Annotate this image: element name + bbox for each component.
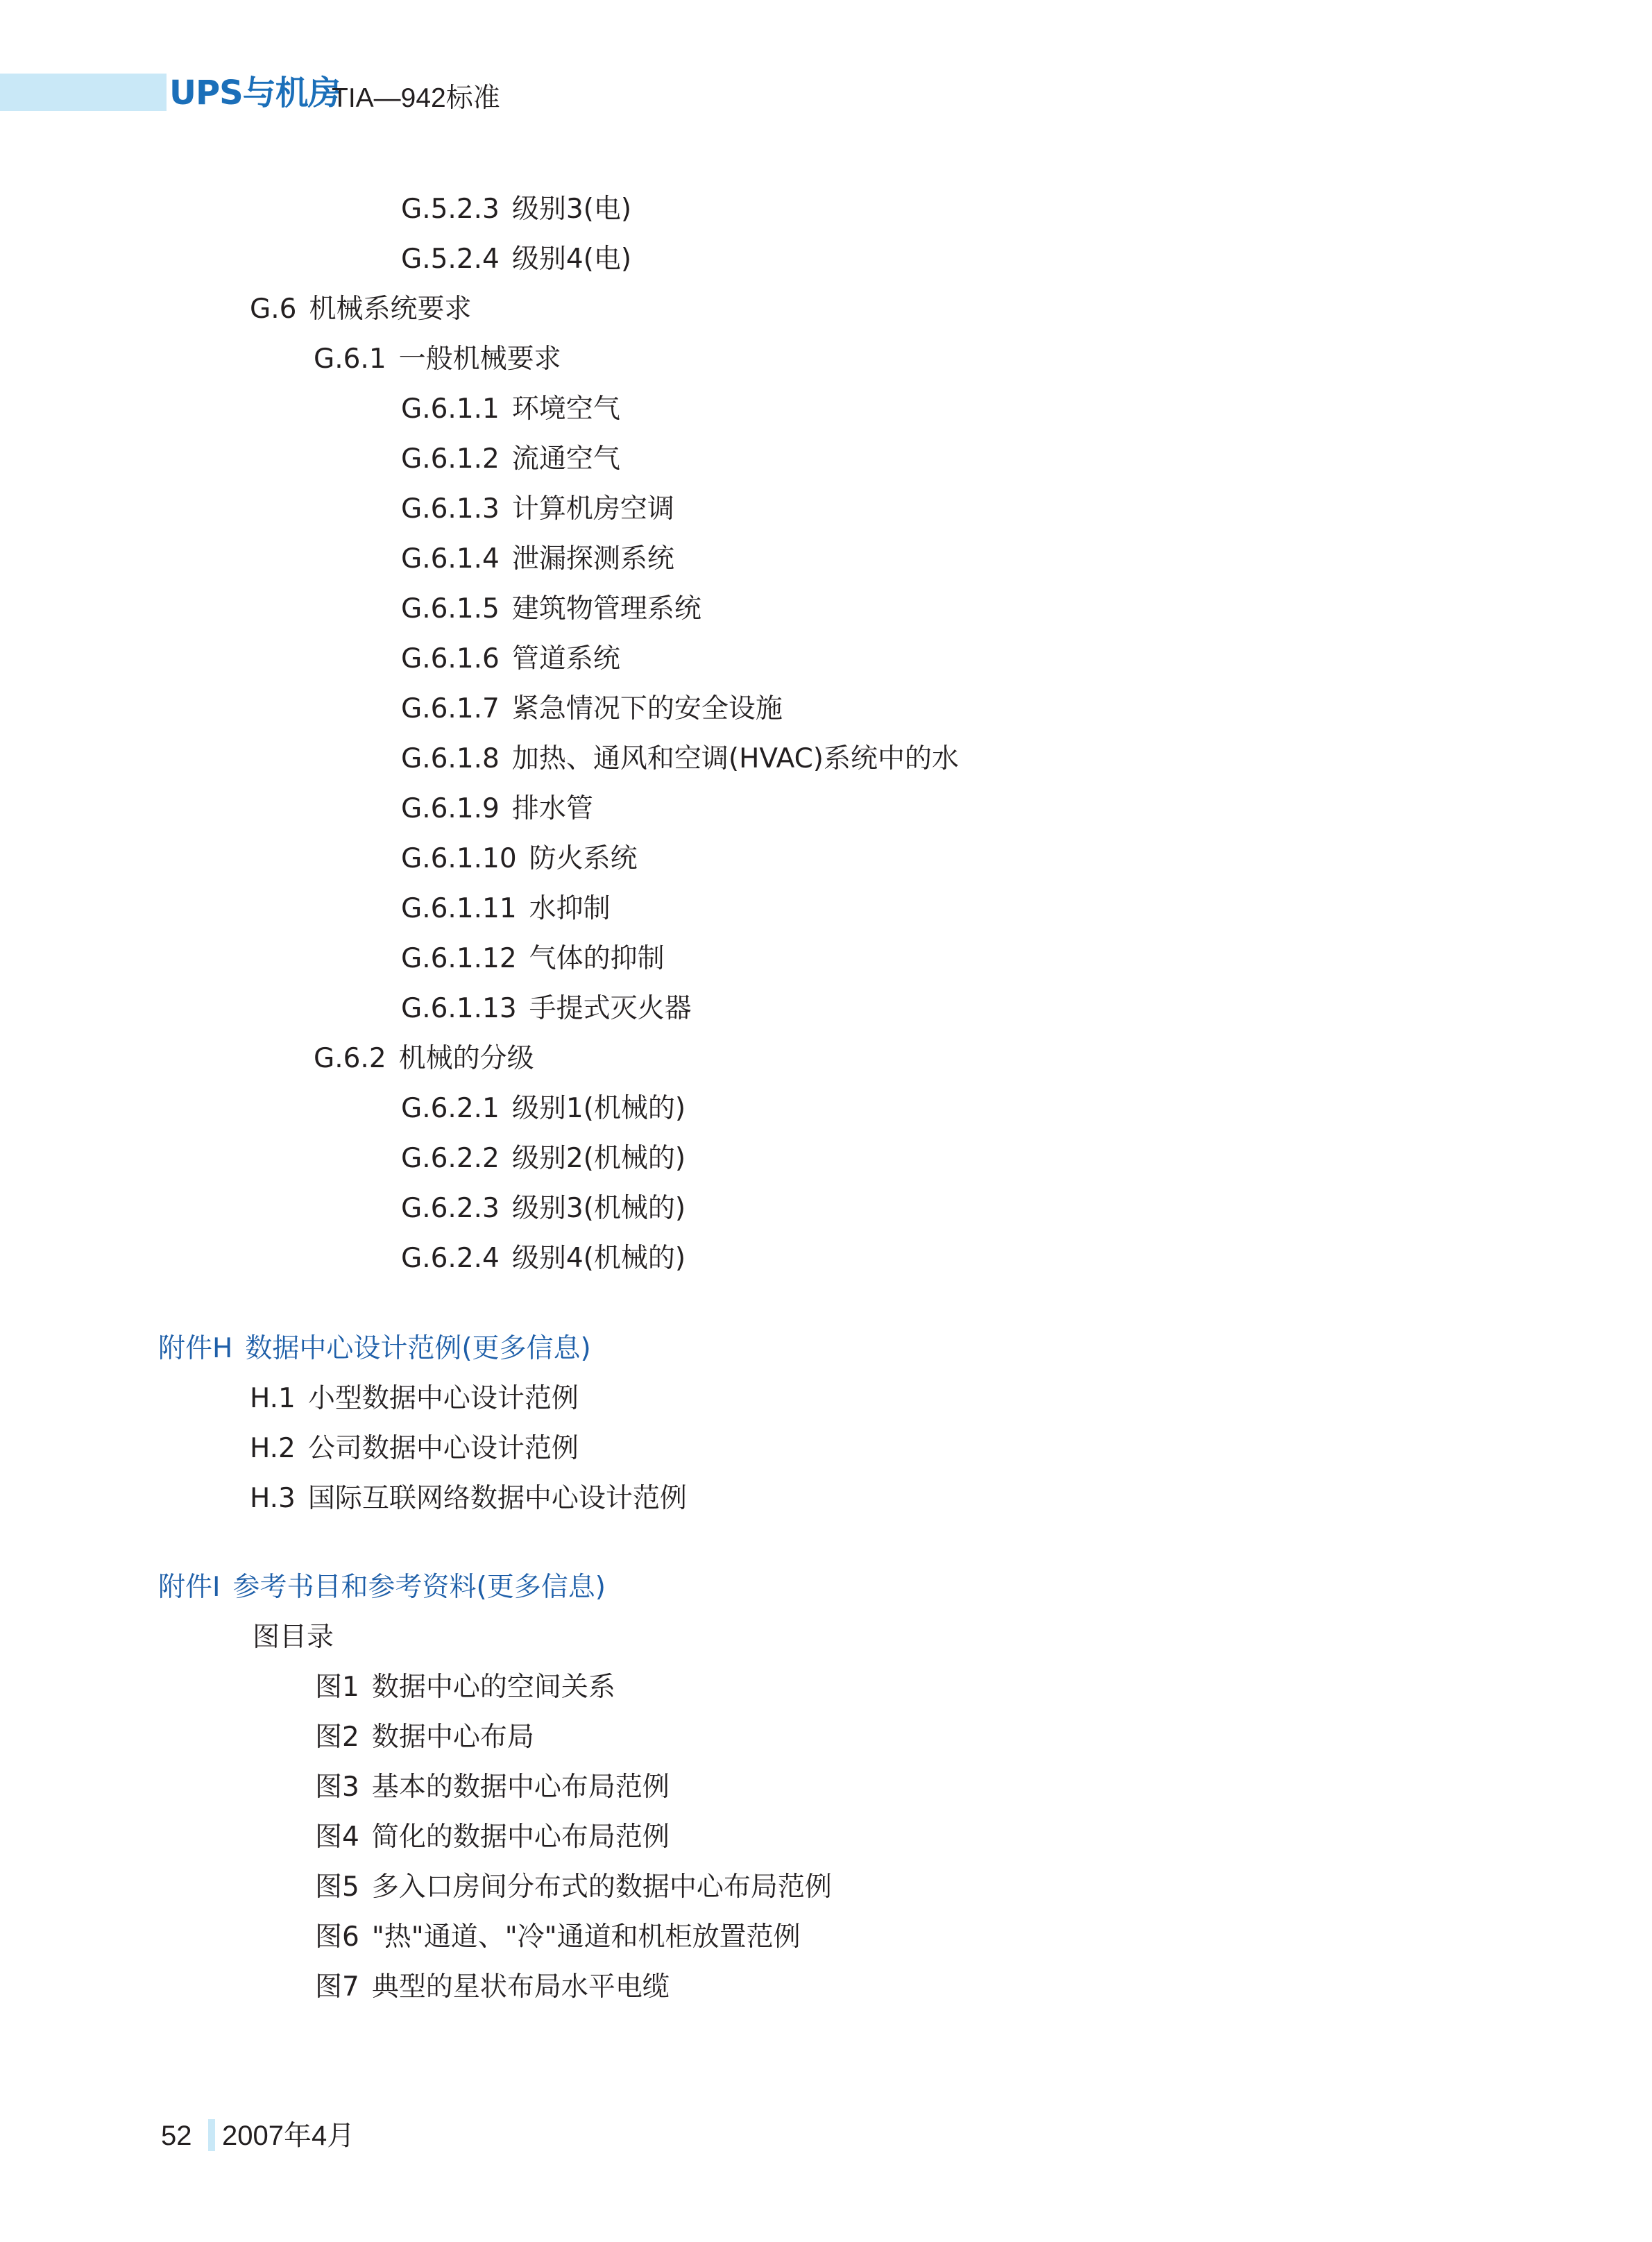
toc-entry-number: G.6.1.8	[401, 743, 500, 774]
toc-entry	[401, 790, 593, 829]
toc-entry-title: 紧急情况下的安全设施	[511, 693, 783, 724]
toc-entry	[401, 540, 674, 579]
toc-entry-title: 排水管	[511, 793, 593, 824]
toc-entry-number: G.6.1.5	[401, 593, 500, 625]
header-brand-logo: UPS与机房	[169, 74, 341, 112]
toc-entry-title: 泄漏探测系统	[511, 543, 674, 575]
toc-entry-title: 级别3(电)	[511, 194, 632, 225]
toc-entry-title: 水抑制	[529, 893, 611, 924]
toc-entry-number: G.6.1.10	[401, 843, 517, 874]
figure-number: 图6	[315, 1921, 359, 1953]
toc-entry-title: 一般机械要求	[398, 343, 561, 375]
toc-entry-title: 国际互联网络数据中心设计范例	[307, 1483, 687, 1514]
figure-number: 图2	[315, 1722, 359, 1753]
figure-title: 简化的数据中心布局范例	[371, 1821, 670, 1853]
toc-entry-number: G.6.2.1	[401, 1093, 500, 1124]
toc-entry-number: G.6.1	[314, 343, 386, 375]
toc-entry-number: G.6.1.13	[401, 993, 517, 1024]
toc-entry-title: 图目录	[253, 1622, 334, 1653]
toc-entry	[401, 1189, 686, 1228]
toc-entry-title: 级别4(机械的)	[511, 1243, 686, 1274]
toc-entry	[401, 190, 631, 229]
toc-entry-title: 级别2(机械的)	[511, 1143, 686, 1174]
toc-entry-number: H.1	[250, 1383, 296, 1414]
toc-entry-number: G.6.1.11	[401, 893, 517, 924]
toc-entry-number: G.6.1.2	[401, 443, 500, 475]
toc-entry-number: G.5.2.3	[401, 194, 500, 225]
toc-entry-title: 加热、通风和空调(HVAC)系统中的水	[511, 743, 960, 774]
toc-entry-title: 防火系统	[529, 843, 638, 874]
figure-entry	[315, 1918, 801, 1957]
toc-entry	[401, 940, 665, 978]
toc-entry	[250, 1429, 579, 1468]
toc-entry-title: 级别3(机械的)	[511, 1193, 686, 1224]
toc-entry-title: 小型数据中心设计范例	[307, 1383, 579, 1414]
toc-entry-number: G.6.1.4	[401, 543, 500, 575]
toc-entry-title: 级别4(电)	[511, 244, 632, 275]
toc-entry-number: G.6.1.3	[401, 493, 500, 525]
figure-title: 多入口房间分布式的数据中心布局范例	[371, 1871, 832, 1903]
toc-entry	[401, 440, 620, 479]
toc-entry-title: 计算机房空调	[511, 493, 674, 525]
figure-entry	[315, 1968, 670, 2007]
figure-number: 图1	[315, 1672, 359, 1703]
toc-entry-title: 数据中心设计范例(更多信息)	[245, 1333, 591, 1364]
toc-entry-number: G.6.2.3	[401, 1193, 500, 1224]
footer-divider	[208, 2119, 215, 2151]
toc-entry	[250, 1379, 579, 1418]
figure-title: 数据中心的空间关系	[371, 1672, 615, 1703]
toc-entry	[401, 390, 620, 429]
figure-title: 数据中心布局	[371, 1722, 534, 1753]
toc-entry-title: 机械的分级	[398, 1043, 534, 1074]
toc-entry	[314, 340, 561, 379]
figure-number: 图7	[315, 1971, 359, 2003]
toc-entry-title: 公司数据中心设计范例	[307, 1433, 579, 1464]
toc-entry	[401, 490, 674, 529]
toc-entry-number: G.6.1.6	[401, 643, 500, 674]
toc-entry-title: 参考书目和参考资料(更多信息)	[232, 1572, 606, 1603]
toc-entry-number: 附件I	[158, 1572, 221, 1603]
toc-entry-title: 机械系统要求	[309, 294, 472, 325]
toc-entry-number: H.3	[250, 1483, 296, 1514]
figure-number: 图5	[315, 1871, 359, 1903]
toc-entry-title: 级别1(机械的)	[511, 1093, 686, 1124]
toc-entry	[250, 1479, 687, 1518]
page-number: 52	[161, 2121, 192, 2151]
toc-entry-number: G.6	[250, 294, 297, 325]
figure-title: 典型的星状布局水平电缆	[371, 1971, 670, 2003]
toc-entry-number: G.6.1.9	[401, 793, 500, 824]
toc-entry-title: 气体的抑制	[529, 943, 665, 974]
toc-entry-number: G.6.2.2	[401, 1143, 500, 1174]
appendix-heading-i	[158, 1568, 606, 1607]
figure-entry	[315, 1718, 534, 1757]
toc-entry	[401, 840, 638, 878]
toc-entry-number: G.6.1.1	[401, 393, 500, 425]
toc-entry	[314, 1039, 534, 1078]
toc-entry-number: G.5.2.4	[401, 244, 500, 275]
toc-entry	[401, 690, 783, 729]
figure-number: 图3	[315, 1772, 359, 1803]
toc-entry	[401, 640, 620, 679]
toc-entry	[401, 1089, 686, 1128]
toc-entry	[401, 890, 611, 928]
toc-entry-title: 管道系统	[511, 643, 620, 674]
figure-entry	[315, 1668, 615, 1707]
toc-entry-number: G.6.2	[314, 1043, 386, 1074]
toc-entry	[401, 740, 959, 779]
toc-entry-number: G.6.2.4	[401, 1243, 500, 1274]
toc-entry-number: H.2	[250, 1433, 296, 1464]
toc-entry	[250, 290, 471, 329]
figure-number: 图4	[315, 1821, 359, 1853]
toc-entry	[401, 240, 631, 279]
figure-entry	[315, 1768, 670, 1807]
figure-title: 基本的数据中心布局范例	[371, 1772, 670, 1803]
figure-title: "热"通道、"冷"通道和机柜放置范例	[371, 1921, 801, 1953]
toc-entry	[401, 1139, 686, 1178]
figure-entry	[315, 1818, 670, 1857]
appendix-heading-h	[158, 1330, 591, 1368]
toc-entry-title: 手提式灭火器	[529, 993, 692, 1024]
toc-entry-title: 环境空气	[511, 393, 620, 425]
toc-entry-number: G.6.1.7	[401, 693, 500, 724]
toc-entry-number: G.6.1.12	[401, 943, 517, 974]
toc-entry-number: 附件H	[158, 1333, 233, 1364]
figure-list-heading	[253, 1618, 334, 1657]
header-band	[0, 74, 167, 111]
toc-entry-title: 建筑物管理系统	[511, 593, 701, 625]
toc-entry	[401, 990, 692, 1028]
toc-entry	[401, 1239, 686, 1278]
figure-entry	[315, 1868, 832, 1907]
toc-entry-title: 流通空气	[511, 443, 620, 475]
footer-date: 2007年4月	[222, 2121, 355, 2151]
toc-entry	[401, 590, 701, 629]
header-topic: TIA—942标准	[332, 83, 500, 113]
